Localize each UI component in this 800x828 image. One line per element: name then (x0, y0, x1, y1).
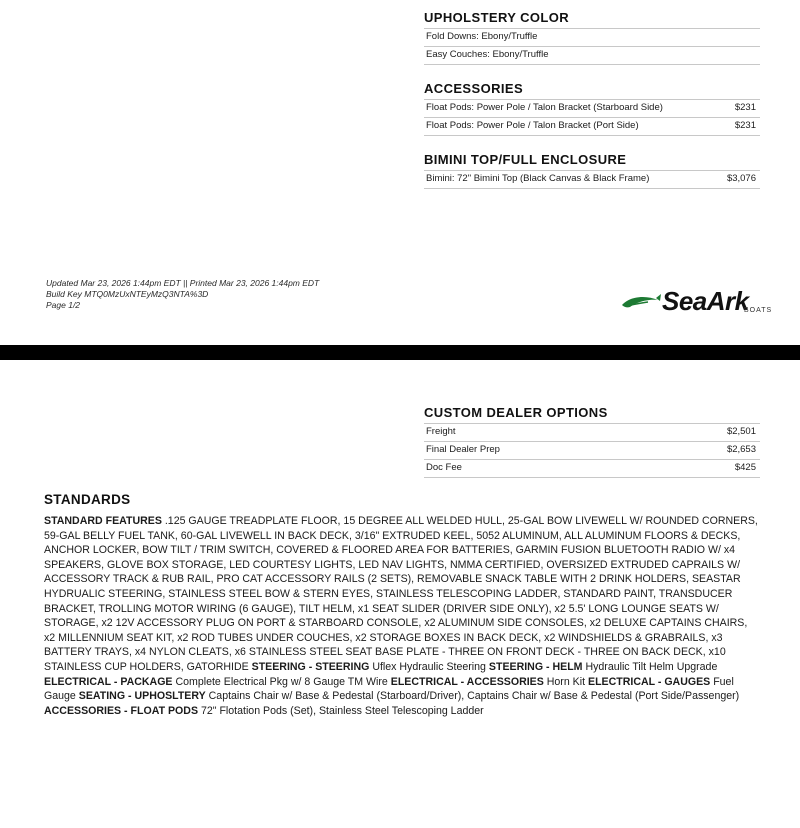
standards-group-text-seating-upholstery: Captains Chair w/ Base & Pedestal (Starboard/Driver), Captains Chair w/ Base & Pedestal (Port Side/Passenger) (208, 690, 740, 703)
fish-icon (620, 292, 662, 314)
page-separator-band (0, 345, 800, 360)
logo-subtext: BOATS (744, 307, 773, 314)
option-label: Freight (426, 426, 456, 437)
standards-group-text-steering-steering: Uflex Hydraulic Steering (372, 660, 486, 673)
standards-lead-label: STANDARD FEATURES (44, 515, 162, 527)
table-row (424, 100, 760, 118)
option-price: $2,501 (726, 426, 756, 437)
standards-group-label-seating-upholstery: SEATING - UPHOSLTERY (78, 690, 206, 703)
footer-build-key: Build Key MTQ0MzUxNTEyMzQ3NTA%3D (46, 289, 209, 299)
standards-group-label-electrical-package: ELECTRICAL - PACKAGE (44, 675, 173, 688)
option-price: $231 (734, 102, 756, 113)
option-price: $3,076 (726, 173, 756, 184)
standards-group-label-accessories-float-pods: ACCESSORIES - FLOAT PODS (44, 704, 199, 717)
option-label: Float Pods: Power Pole / Talon Bracket (Starboard Side) (426, 102, 663, 113)
standards-section (44, 492, 760, 718)
section-title-custom-dealer-options: CUSTOM DEALER OPTIONS (424, 405, 608, 420)
option-label: Doc Fee (426, 462, 462, 473)
table-row (424, 442, 760, 460)
section-title-accessories: ACCESSORIES (424, 81, 524, 96)
dealer-options-table (424, 423, 760, 478)
option-label: Fold Downs: Ebony/Truffle (426, 31, 538, 42)
standards-group-text-steering-helm: Hydraulic Tilt Helm Upgrade (585, 660, 718, 673)
standards-group-text-electrical-accessories: Horn Kit (546, 675, 586, 688)
option-price: $231 (734, 120, 756, 131)
table-row (424, 118, 760, 136)
standards-title: STANDARDS (44, 492, 131, 507)
page-footer-meta (46, 278, 319, 311)
standards-lead-text: .125 GAUGE TREADPLATE FLOOR, 15 DEGREE ALL WELDED HULL, 25-GAL BOW LIVEWELL W/ ROUNDED CORNERS, 59-GAL BELLY FUEL TANK, 60-GAL LIVEWELL IN BACK DECK, 3/16" EXTRUDED KEEL, 5052 ALUMINUM, ALL ALUMINUM FLOORS & DECKS, ANCHOR LOCKER, BOW TILT / TRIM SWITCH, COVERED & FLOORED AREA FOR BATTERIES, GARMIN FUSION BLUETOOTH RADIO W/ x4 SPEAKERS, GLOVE BOX STORAGE, LED COURTESY LIGHTS, LED NAV LIGHTS, NMMA CERTIFIED, OVERSIZED EXTRUDED CAPRAILS W/ ACCESSORY TRACK & RUB RAIL, PRO CAT ACCESSORY RAILS (2 SETS), REMOVABLE SNACK TABLE WITH 2 DRINK HOLDERS, SEASTAR HYDRUALIC STEERING, STAINLESS STEEL BOW & STERN EYES, STAINLESS TELESCOPING LADDER, STANDARD PAINT, TRANSDUCER BRACKET, TROLLING MOTOR WIRING (6 GAUGE), TILT HELM, x1 SEAT SLIDER (DRIVER SIDE ONLY), x2 5.5' LONG LOUNGE SEATS W/ STORAGE, x2 12V ACCESSORY PLUG ON PORT & STARBOARD CONSOLE, x2 ALUMINUM SIDE CONSOLES, x2 DELUXE CAPTAINS CHAIRS, x2 MILLENNIUM SEAT KIT, x2 ROD TUBES UNDER COUCHES, x2 STORAGE BOXES IN BACK DECK, x2 WINDSHIELDS & GRABRAILS, x3 BATTERY TRAYS, x4 NYLON CLEATS, x6 STAINLESS STEEL SEAT BASE PLATE - THREE ON FRONT DECK - THREE ON BACK DECK, x10 STAINLESS CUP HOLDERS, GATORHIDE (44, 515, 758, 673)
standards-group-text-accessories-float-pods: 72" Flotation Pods (Set), Stainless Steel Telescoping Ladder (200, 704, 484, 717)
option-label: Bimini: 72" Bimini Top (Black Canvas & Black Frame) (426, 173, 650, 184)
document-page-1 (0, 0, 800, 345)
footer-page-number: Page 1/2 (46, 300, 81, 310)
bimini-table (424, 170, 760, 189)
table-row (424, 47, 760, 65)
seaark-logo (620, 286, 773, 318)
option-price (690, 29, 760, 47)
standards-group-label-steering-steering: STEERING - STEERING (251, 660, 370, 673)
standards-group-label-electrical-accessories: ELECTRICAL - ACCESSORIES (390, 675, 544, 688)
options-column (424, 10, 760, 191)
standards-group-label-electrical-gauges: ELECTRICAL - GAUGES (588, 675, 711, 688)
table-row (424, 29, 760, 47)
document-page-2 (0, 360, 800, 828)
upholstery-color-table (424, 28, 760, 65)
footer-updated-printed: Updated Mar 23, 2026 1:44pm EDT || Printed Mar 23, 2026 1:44pm EDT (46, 278, 320, 288)
table-row (424, 171, 760, 189)
option-label: Float Pods: Power Pole / Talon Bracket (Port Side) (426, 120, 639, 131)
table-row (424, 424, 760, 442)
option-label: Final Dealer Prep (426, 444, 500, 455)
dealer-options-column (424, 405, 760, 480)
option-label: Easy Couches: Ebony/Truffle (426, 49, 549, 60)
option-price (690, 47, 760, 65)
option-price: $2,653 (726, 444, 756, 455)
standards-group-text-electrical-gauges: Fuel Gauge (44, 675, 734, 703)
standards-group-label-steering-helm: STEERING - HELM (488, 660, 583, 673)
option-price: $425 (734, 462, 756, 473)
logo-wordmark: SeaArk (662, 286, 749, 316)
accessories-table (424, 99, 760, 136)
section-title-bimini-top-full-enclosure: BIMINI TOP/FULL ENCLOSURE (424, 152, 627, 167)
standards-body (44, 514, 760, 718)
standards-group-text-electrical-package: Complete Electrical Pkg w/ 8 Gauge TM Wire (175, 675, 388, 688)
table-row (424, 460, 760, 478)
section-title-upholstery-color: UPHOLSTERY COLOR (424, 10, 570, 25)
